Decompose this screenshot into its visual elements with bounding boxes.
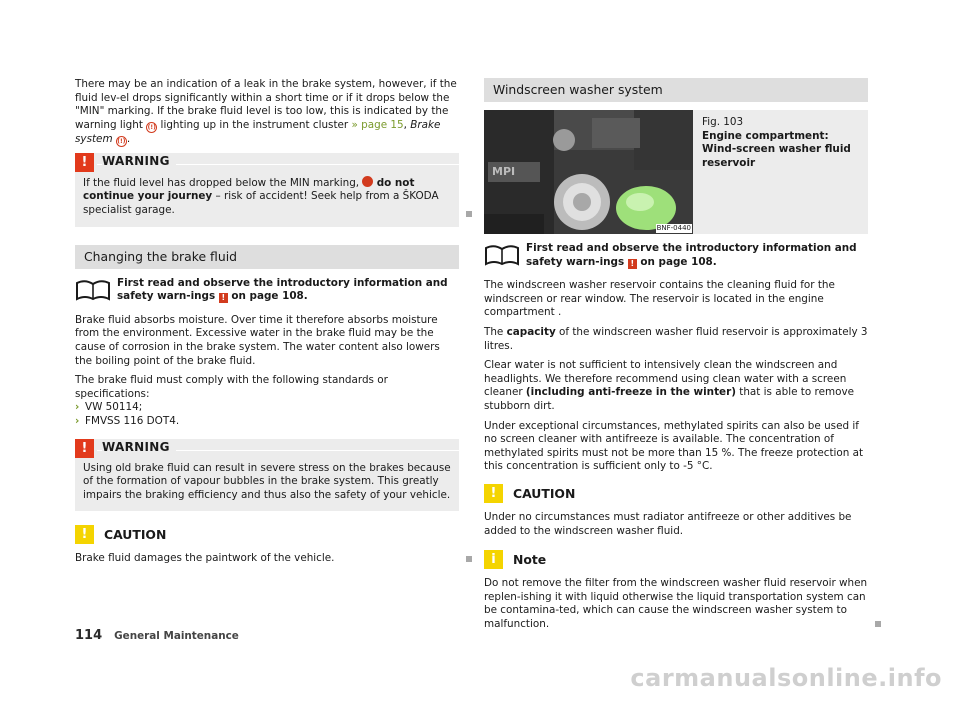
- page-footer: [75, 629, 239, 644]
- figure-103: [484, 110, 868, 234]
- page-15-link[interactable]: » page 15: [351, 118, 404, 131]
- list-item: › FMVSS 116 DOT4.: [75, 414, 180, 427]
- warning-square-icon: !: [628, 259, 637, 269]
- chevron-right-icon: ›: [75, 401, 80, 414]
- chevron-right-icon: ›: [75, 414, 80, 427]
- methylated-spirits-paragraph: Under exceptional circumstances, methylated spirits can also be used if no screen cleaner with antifreeze is available. The concentration of methylated spirits must not be more than 15 %. The freeze protection at this concentration is sufficient only to -5 °C.: [484, 419, 864, 473]
- brake-fluid-moisture-paragraph: Brake fluid absorbs moisture. Over time it therefore absorbs moisture from the environment. Excessive water in the brake fluid may be the cause of corrosion in the brake system. The water content also lowers the boiling point of the brake fluid.: [75, 313, 440, 367]
- warning-box-old-fluid: [75, 439, 459, 512]
- brake-warning-light-icon-2: (!): [117, 137, 126, 145]
- standards-paragraph: The brake fluid must comply with the following standards or specifications:: [75, 374, 388, 400]
- caution-icon: !: [75, 525, 94, 544]
- engine-photo-illustration: [484, 110, 693, 234]
- warning-box-fluid-level: [75, 153, 459, 227]
- warning-label: WARNING: [102, 441, 176, 455]
- reservoir-paragraph: The windscreen washer reservoir contains the cleaning fluid for the windscreen or rear window. The reservoir is located in the engine compartment .: [484, 279, 835, 319]
- warning-label: WARNING: [102, 155, 176, 169]
- section-title-brake-fluid: Changing the brake fluid: [75, 245, 459, 269]
- capacity-paragraph: The capacity of the windscreen washer fluid reservoir is approximately 3 litres.: [484, 325, 868, 352]
- caution-text: Brake fluid damages the paintwork of the vehicle.: [75, 552, 459, 566]
- standards-list: [75, 401, 459, 428]
- left-column: [75, 78, 459, 572]
- brake-warning-light-icon-3: [362, 176, 373, 187]
- note-text: Do not remove the filter from the windscreen washer fluid reservoir when replen-ishing it with liquid otherwise the liquid transportation system can be contamina-ted, which can cause the windscreen washer system to malfunction.: [484, 577, 868, 631]
- caution-text: Under no circumstances must radiator antifreeze or other additives be added to the windscreen washer fluid.: [484, 510, 852, 537]
- engine-compartment-image: [484, 110, 693, 234]
- chapter-title: General Maintenance: [114, 630, 239, 642]
- open-book-icon: [484, 244, 520, 266]
- info-icon: i: [484, 550, 503, 569]
- caution-heading: ! CAUTION: [75, 525, 459, 544]
- warning-text: If the fluid level has dropped below the MIN marking, do not continue your journey – risk of accident! Seek help from a ŠKODA specialist garage.: [83, 176, 439, 216]
- brake-warning-light-icon: (!): [147, 123, 156, 131]
- figure-caption: Fig. 103 Engine compartment: Wind-screen washer fluid reservoir: [693, 110, 868, 234]
- warning-icon: !: [75, 153, 94, 172]
- warning-icon: !: [75, 439, 94, 458]
- read-first-notice: First read and observe the introductory information and safety warn-ings ! on page 108.: [75, 277, 459, 304]
- list-item: › VW 50114;: [75, 401, 143, 414]
- clear-water-paragraph: Clear water is not sufficient to intensively clean the windscreen and headlights. We therefore recommend using clean water with a screen cleaner (including anti-freeze in the winter) that is able to remove stubborn dirt.: [484, 359, 854, 412]
- open-book-icon: [75, 279, 111, 301]
- section-title-washer: Windscreen washer system: [484, 78, 868, 102]
- engine-badge: MPI: [492, 165, 516, 178]
- section-end-marker: [875, 621, 881, 627]
- right-column: [484, 78, 868, 637]
- warning-square-icon: !: [219, 293, 228, 303]
- caution-icon: !: [484, 484, 503, 503]
- section-end-marker: [466, 211, 472, 217]
- warning-text: Using old brake fluid can result in severe stress on the brakes because of the formation of vapour bubbles in the brake system. This greatly impairs the braking efficiency and thus also the safety of your vehicle.: [83, 461, 451, 501]
- figure-code: BNF-0440: [656, 224, 691, 232]
- note-heading: i Note: [484, 550, 868, 569]
- read-first-notice: First read and observe the introductory information and safety warn-ings ! on page 108.: [484, 242, 868, 269]
- caution-heading: ! CAUTION: [484, 484, 868, 503]
- brake-leak-paragraph: There may be an indication of a leak in the brake system, however, if the fluid lev-el drops significantly within a short time or if it drops below the "MIN" marking. If the brake fluid level is too low, this is indicated by the warning light (!) lighting up in the instrument cluster » page 15, Brake system (!).: [75, 78, 457, 145]
- page-number: 114: [75, 628, 103, 643]
- section-end-marker: [466, 556, 472, 562]
- watermark: carmanualsonline.info: [630, 664, 942, 692]
